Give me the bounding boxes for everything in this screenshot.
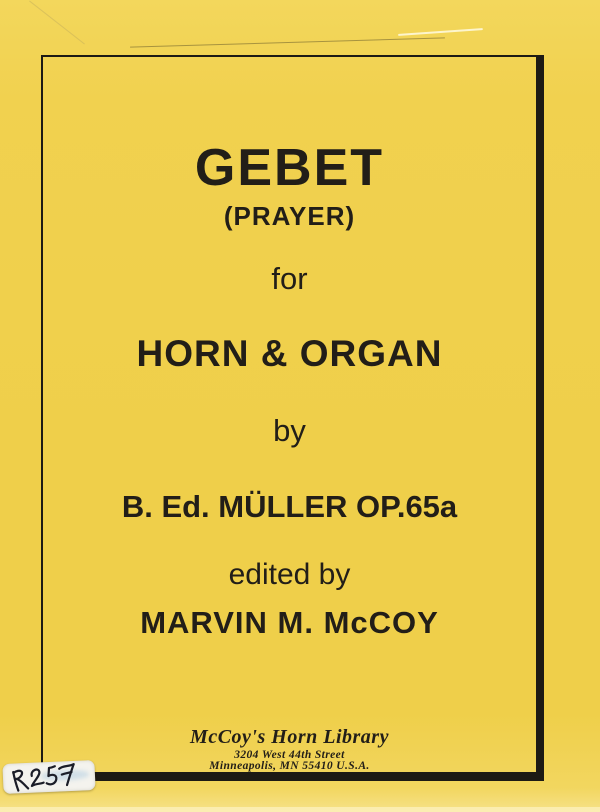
instrumentation: HORN & ORGAN: [136, 333, 443, 374]
editor-name: MARVIN M. McCOY: [140, 605, 439, 640]
by-label: by: [273, 413, 306, 448]
for-label: for: [271, 261, 308, 296]
title-frame-border: [41, 55, 544, 781]
scan-crease-corner: [29, 1, 85, 45]
scan-crease-line: [130, 37, 445, 47]
work-title-translation: (PRAYER): [223, 201, 356, 231]
handwritten-catalog-number: [2, 760, 95, 794]
work-title: GEBET: [194, 139, 385, 197]
composer-opus: B. Ed. MÜLLER OP.65a: [121, 489, 458, 524]
edited-by-label: edited by: [228, 558, 351, 591]
publisher-street: 3204 West 44th Street: [234, 749, 345, 761]
publisher-name: McCoy's Horn Library: [190, 726, 389, 748]
scan-bottom-edge: [0, 807, 600, 812]
scan-scratch-line: [398, 28, 483, 36]
catalog-number-sticker: [2, 760, 95, 794]
publisher-city: Minneapolis, MN 55410 U.S.A.: [209, 760, 370, 772]
